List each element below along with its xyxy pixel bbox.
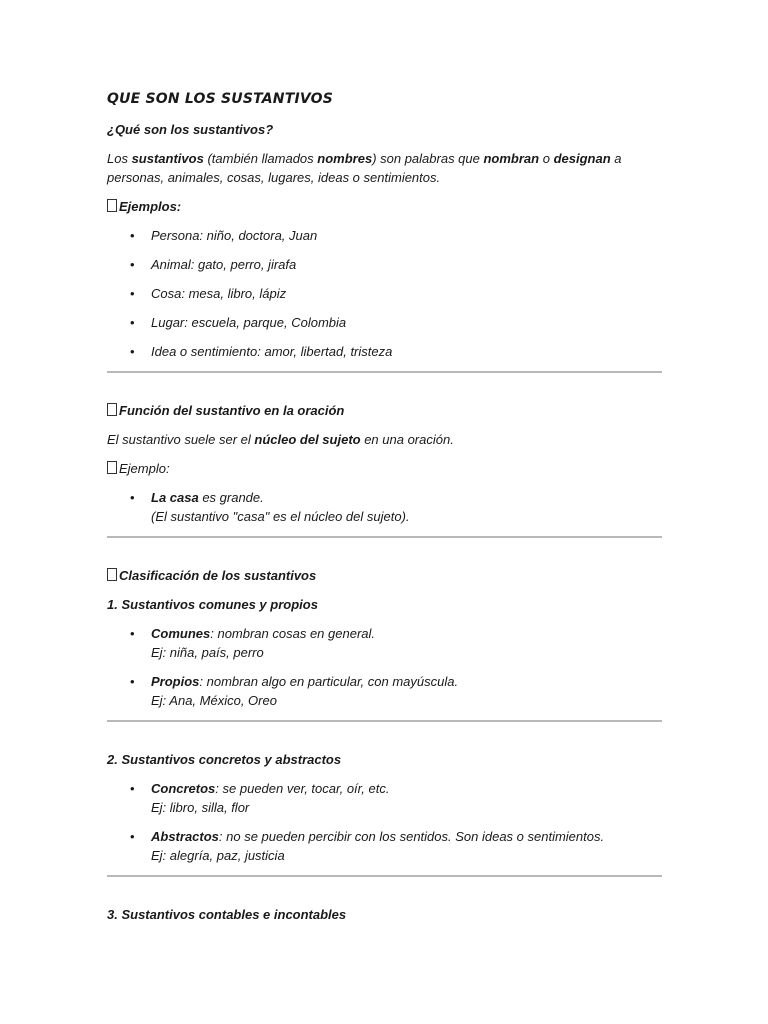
section-2-title: 2. Sustantivos concretos y abstractos bbox=[107, 752, 342, 767]
horizontal-rule bbox=[107, 720, 662, 722]
list-item-text: : no se pueden percibir con los sentidos. Son ideas o sentimientos. bbox=[218, 829, 605, 844]
list-item-bold: La casa bbox=[151, 490, 199, 505]
missing-glyph-icon bbox=[107, 461, 117, 474]
list-item bbox=[107, 342, 662, 361]
intro-text-5: a personas, animales, cosas, lugares, ideas o sentimientos. bbox=[107, 151, 622, 185]
funcion-heading-text: Función del sustantivo en la oración bbox=[119, 403, 345, 418]
bullet-icon: • bbox=[130, 228, 135, 243]
list-item-bold: Abstractos bbox=[151, 829, 219, 844]
list-item bbox=[107, 672, 662, 710]
funcion-heading bbox=[107, 401, 662, 420]
intro-bold-4: designan bbox=[553, 151, 611, 166]
missing-glyph-icon bbox=[107, 568, 117, 581]
list-item bbox=[107, 624, 662, 662]
horizontal-rule bbox=[107, 371, 662, 373]
funcion-bold: núcleo del sujeto bbox=[254, 432, 361, 447]
question-heading: ¿Qué son los sustantivos? bbox=[107, 122, 274, 137]
funcion-text-1: El sustantivo suele ser el bbox=[107, 432, 255, 447]
missing-glyph-icon bbox=[107, 199, 117, 212]
list-item-note: (El sustantivo "casa" es el núcleo del sujeto). bbox=[151, 509, 410, 524]
document-title: QUE SON LOS SUSTANTIVOS bbox=[107, 91, 334, 107]
intro-paragraph bbox=[107, 149, 662, 187]
intro-text-4: o bbox=[539, 151, 554, 166]
funcion-text-2: en una oración. bbox=[360, 432, 454, 447]
bullet-icon: • bbox=[130, 257, 135, 272]
missing-glyph-icon bbox=[107, 403, 117, 416]
list-item bbox=[107, 226, 662, 245]
list-item-bold: Concretos bbox=[151, 781, 216, 796]
section-3-title: 3. Sustantivos contables e incontables bbox=[107, 907, 347, 922]
list-item bbox=[107, 284, 662, 303]
list-item bbox=[107, 779, 662, 817]
bullet-icon: • bbox=[130, 829, 135, 844]
list-item-text: Cosa: mesa, libro, lápiz bbox=[151, 286, 287, 301]
horizontal-rule bbox=[107, 536, 662, 538]
section-2-list bbox=[107, 779, 662, 865]
bullet-icon: • bbox=[130, 674, 135, 689]
examples-heading-text: Ejemplos: bbox=[119, 199, 182, 214]
bullet-icon: • bbox=[130, 490, 135, 505]
list-item-text: Animal: gato, perro, jirafa bbox=[151, 257, 297, 272]
list-item bbox=[107, 827, 662, 865]
bullet-icon: • bbox=[130, 315, 135, 330]
clasificacion-heading-text: Clasificación de los sustantivos bbox=[119, 568, 317, 583]
section-1-title: 1. Sustantivos comunes y propios bbox=[107, 597, 318, 612]
clasificacion-heading bbox=[107, 566, 662, 585]
intro-bold-3: nombran bbox=[483, 151, 540, 166]
bullet-icon: • bbox=[130, 781, 135, 796]
list-item-bold: Propios bbox=[151, 674, 200, 689]
horizontal-rule bbox=[107, 875, 662, 877]
list-item-bold: Comunes bbox=[151, 626, 211, 641]
list-item-example: Ej: libro, silla, flor bbox=[151, 800, 250, 815]
list-item-text: : se pueden ver, tocar, oír, etc. bbox=[215, 781, 390, 796]
document-content bbox=[107, 90, 662, 934]
examples-heading bbox=[107, 197, 662, 216]
list-item bbox=[107, 313, 662, 332]
examples-list bbox=[107, 226, 662, 361]
ejemplo-label-text: Ejemplo: bbox=[119, 461, 170, 476]
list-item-text: : nombran cosas en general. bbox=[210, 626, 376, 641]
list-item-text: Lugar: escuela, parque, Colombia bbox=[151, 315, 347, 330]
intro-bold-1: sustantivos bbox=[131, 151, 204, 166]
intro-text-3: ) son palabras que bbox=[372, 151, 484, 166]
section-1-list bbox=[107, 624, 662, 710]
bullet-icon: • bbox=[130, 626, 135, 641]
ejemplo-label bbox=[107, 459, 662, 478]
list-item-text: Persona: niño, doctora, Juan bbox=[151, 228, 318, 243]
list-item bbox=[107, 255, 662, 274]
list-item-text: Idea o sentimiento: amor, libertad, tristeza bbox=[151, 344, 393, 359]
intro-text-2: (también llamados bbox=[203, 151, 318, 166]
list-item-text: : nombran algo en particular, con mayúscula. bbox=[199, 674, 459, 689]
intro-bold-2: nombres bbox=[317, 151, 373, 166]
list-item bbox=[107, 488, 662, 526]
bullet-icon: • bbox=[130, 344, 135, 359]
list-item-text: es grande. bbox=[198, 490, 264, 505]
funcion-example-list bbox=[107, 488, 662, 526]
list-item-example: Ej: Ana, México, Oreo bbox=[151, 693, 277, 708]
intro-text-1: Los bbox=[107, 151, 132, 166]
list-item-example: Ej: alegría, paz, justicia bbox=[151, 848, 285, 863]
list-item-example: Ej: niña, país, perro bbox=[151, 645, 264, 660]
funcion-paragraph bbox=[107, 430, 662, 449]
bullet-icon: • bbox=[130, 286, 135, 301]
